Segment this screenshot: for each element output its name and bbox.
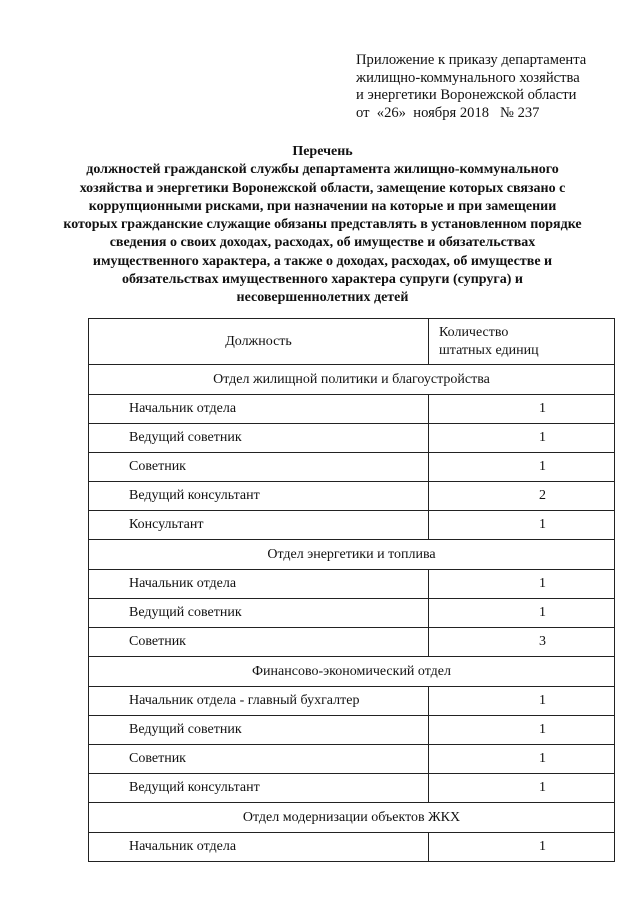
staff-count: 1 xyxy=(429,716,615,745)
staff-count: 1 xyxy=(429,745,615,774)
table-row xyxy=(89,453,615,482)
position-name: Ведущий советник xyxy=(89,424,429,453)
positions-table xyxy=(88,318,615,862)
table-row xyxy=(89,511,615,540)
column-header-count xyxy=(429,319,615,365)
table-row xyxy=(89,833,615,862)
table-row xyxy=(89,628,615,657)
table-row xyxy=(89,482,615,511)
table-body xyxy=(89,365,615,862)
position-name: Ведущий советник xyxy=(89,716,429,745)
appendix-line-2: жилищно-коммунального хозяйства xyxy=(356,69,580,86)
staff-count: 1 xyxy=(429,774,615,803)
position-name: Советник xyxy=(89,745,429,774)
section-row xyxy=(89,540,615,570)
position-name: Ведущий советник xyxy=(89,599,429,628)
position-name: Начальник отдела - главный бухгалтер xyxy=(89,687,429,716)
position-name: Начальник отдела xyxy=(89,833,429,862)
appendix-line-3: и энергетики Воронежской области xyxy=(356,87,577,103)
section-title: Отдел жилищной политики и благоустройства xyxy=(89,365,615,395)
table-row xyxy=(89,570,615,599)
section-row xyxy=(89,803,615,833)
staff-count: 1 xyxy=(429,511,615,540)
position-name: Начальник отдела xyxy=(89,570,429,599)
table-row xyxy=(89,745,615,774)
table-row xyxy=(89,687,615,716)
table-row xyxy=(89,395,615,424)
staff-count: 1 xyxy=(429,424,615,453)
column-header-post: Должность xyxy=(89,319,429,365)
section-title: Отдел модернизации объектов ЖКХ xyxy=(89,803,615,833)
staff-count: 1 xyxy=(429,395,615,424)
table-header-row xyxy=(89,319,615,365)
column-header-count-line1: Количество xyxy=(439,324,509,340)
section-title: Финансово-экономический отдел xyxy=(89,657,615,687)
position-name: Советник xyxy=(89,628,429,657)
table-row xyxy=(89,424,615,453)
position-name: Начальник отдела xyxy=(89,395,429,424)
staff-count: 3 xyxy=(429,628,615,657)
position-name: Ведущий консультант xyxy=(89,482,429,511)
table-row xyxy=(89,599,615,628)
document-heading xyxy=(60,143,585,308)
table-row xyxy=(89,774,615,803)
position-name: Советник xyxy=(89,453,429,482)
position-name: Ведущий консультант xyxy=(89,774,429,803)
staff-count: 1 xyxy=(429,599,615,628)
section-title: Отдел энергетики и топлива xyxy=(89,540,615,570)
appendix-line-4: от «26» ноября 2018 № 237 xyxy=(356,104,540,121)
document-subtitle: должностей гражданской службы департамента жилищно-коммунального хозяйства и энергетики Воронежской области, замещение которых связано с коррупционными рисками, при назначении на которые и при замещении которых гражданские служащие обязаны представлять в установленном порядке сведения о своих доходах, расходах, об имуществе и обязательствах имущественного характера, а также о доходах, расходах, об имуществе и обязательствах имущественного характера супруги (супруга) и несовершеннолетних детей xyxy=(63,162,582,306)
table-row xyxy=(89,716,615,745)
section-row xyxy=(89,657,615,687)
staff-count: 1 xyxy=(429,570,615,599)
appendix-note xyxy=(356,52,626,122)
staff-count: 1 xyxy=(429,833,615,862)
column-header-count-line2: штатных единиц xyxy=(439,342,539,358)
staff-count: 1 xyxy=(429,453,615,482)
section-row xyxy=(89,365,615,395)
appendix-line-1: Приложение к приказу департамента xyxy=(356,52,587,68)
position-name: Консультант xyxy=(89,511,429,540)
staff-count: 2 xyxy=(429,482,615,511)
staff-count: 1 xyxy=(429,687,615,716)
document-title: Перечень xyxy=(292,144,353,159)
